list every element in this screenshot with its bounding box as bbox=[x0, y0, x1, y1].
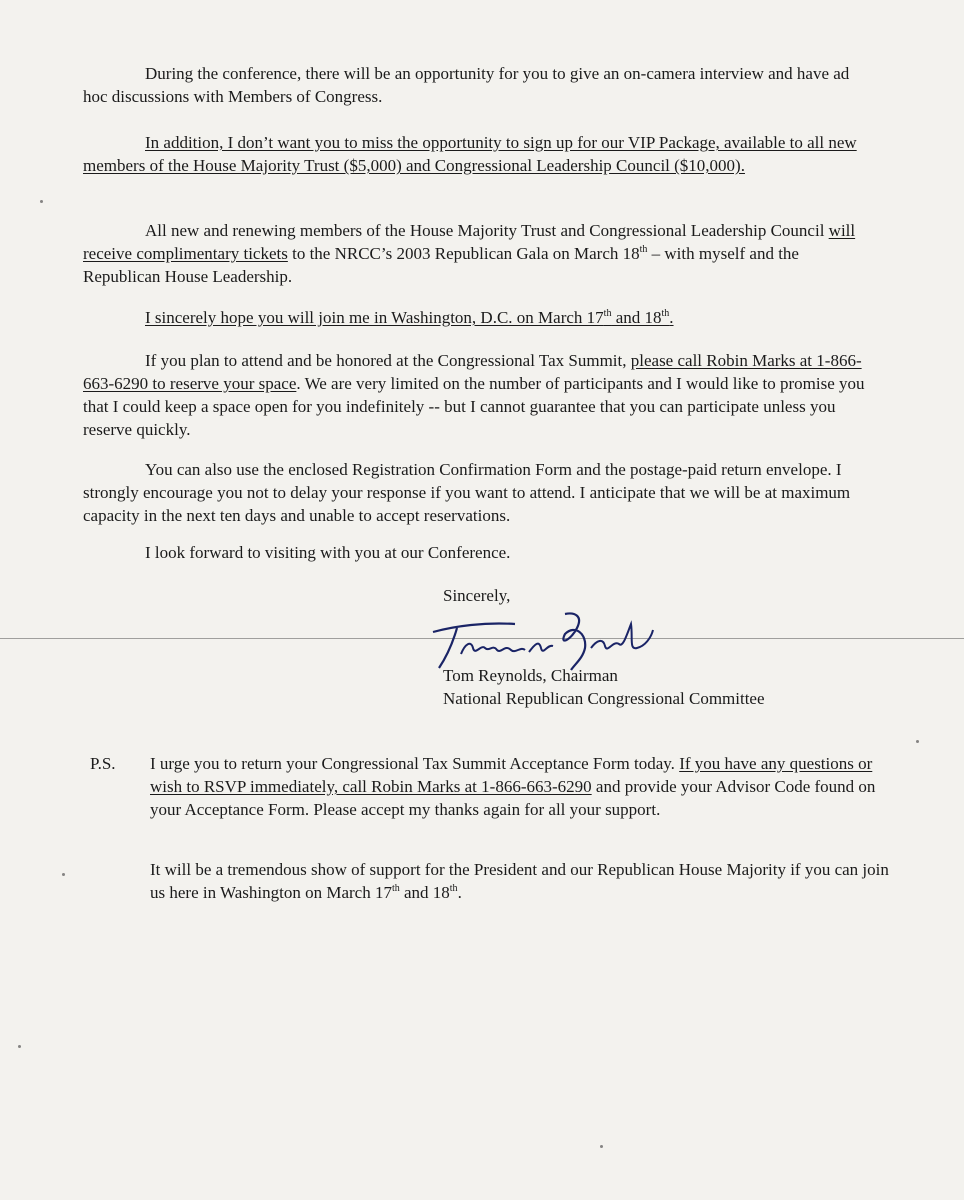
reserve-text-end: . We are very limited on the number of participants and I would like to promise you that I could keep a space open for you indefinitely -- but I cannot guarantee that you can participate unless you reserve quickly. bbox=[83, 374, 865, 439]
ordinal-suffix: th bbox=[639, 244, 648, 255]
closing-salutation: Sincerely, bbox=[443, 586, 511, 605]
paragraph-interview-text: During the conference, there will be an opportunity for you to give an on-camera interview and have ad hoc discussions with Members of Congress. bbox=[83, 64, 850, 106]
gala-text-middle: to the NRCC’s 2003 Republican Gala on March 18 bbox=[287, 244, 640, 263]
signer-name: Tom Reynolds, Chairman bbox=[443, 666, 618, 685]
join-text-start: I sincerely hope you will join me in Washington, D.C. on March 17 bbox=[145, 308, 604, 327]
ps-support-text-end: . bbox=[457, 883, 462, 902]
closing-line-text: I look forward to visiting with you at our Conference. bbox=[145, 543, 511, 562]
join-text-middle: and 18 bbox=[611, 308, 662, 327]
paper-speck bbox=[916, 740, 919, 743]
paragraph-registration-form bbox=[83, 458, 873, 527]
postscript-label: P.S. bbox=[90, 754, 116, 773]
postscript-paragraph-rsvp bbox=[150, 752, 890, 821]
ordinal-suffix: th bbox=[391, 883, 400, 894]
call-robin-marks-text: please call Robin Marks at 1-866-663-6290 to reserve your space bbox=[83, 351, 862, 393]
paragraph-reserve-space bbox=[83, 349, 873, 441]
gala-text-end: – with myself and the Republican House Leadership. bbox=[83, 244, 799, 286]
ps-support-text-start: It will be a tremendous show of support for the President and our Republican House Majority if you can join us here in Washington on March 17 bbox=[150, 860, 889, 902]
paragraph-gala-tickets bbox=[83, 219, 873, 288]
complimentary-tickets-text: will receive complimentary tickets bbox=[83, 221, 856, 263]
registration-form-text: You can also use the enclosed Registration Confirmation Form and the postage-paid return envelope. I strongly encourage you not to delay your response if you want to attend. I anticipate that we will be at maximum capacity in the next ten days and unable to accept reservations. bbox=[83, 460, 851, 525]
paragraph-interview bbox=[83, 62, 873, 108]
paragraph-vip-package bbox=[83, 131, 873, 177]
ps-rsvp-text-end: and provide your Advisor Code found on your Acceptance Form. Please accept my thanks again for all your support. bbox=[150, 777, 876, 819]
paragraph-vip-package-text: In addition, I don’t want you to miss the opportunity to sign up for our VIP Package, available to all new members of the House Majority Trust ($5,000) and Congressional Leadership Council ($10,000). bbox=[83, 133, 857, 175]
paper-speck bbox=[40, 200, 43, 203]
ordinal-suffix: th bbox=[603, 308, 612, 319]
paragraph-closing-line bbox=[83, 541, 873, 564]
gala-text-start: All new and renewing members of the House Majority Trust and Congressional Leadership Council bbox=[145, 221, 829, 240]
ps-call-robin-marks-text: If you have any questions or wish to RSVP immediately, call Robin Marks at 1-866-663-6290 bbox=[150, 754, 873, 796]
paper-speck bbox=[18, 1045, 21, 1048]
paper-speck bbox=[62, 873, 65, 876]
postscript-paragraph-support bbox=[150, 858, 890, 904]
ps-support-text-middle: and 18 bbox=[399, 883, 450, 902]
paper-speck bbox=[600, 1145, 603, 1148]
join-text-end: . bbox=[669, 308, 674, 327]
paragraph-join-washington bbox=[83, 306, 873, 329]
reserve-text-start: If you plan to attend and be honored at the Congressional Tax Summit, bbox=[145, 351, 631, 370]
ps-rsvp-text-start: I urge you to return your Congressional Tax Summit Acceptance Form today. bbox=[150, 754, 680, 773]
ordinal-suffix: th bbox=[661, 308, 670, 319]
signer-organization: National Republican Congressional Committee bbox=[443, 689, 765, 708]
ordinal-suffix: th bbox=[449, 883, 458, 894]
